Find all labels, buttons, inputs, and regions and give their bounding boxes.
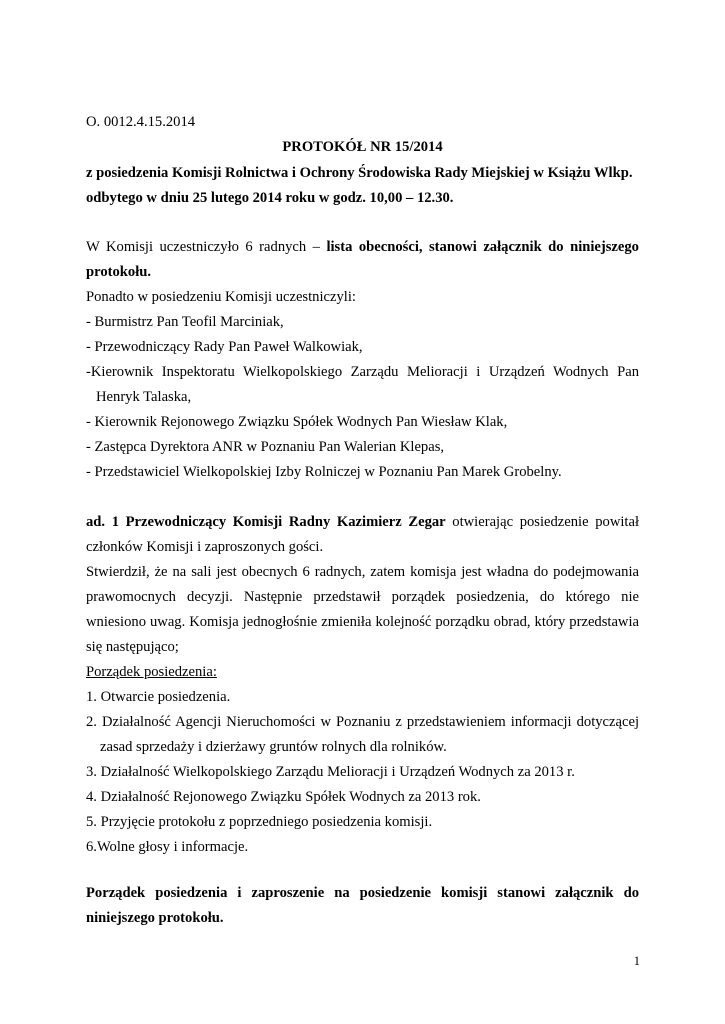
paragraph-line: się następująco;	[86, 639, 179, 655]
participant-item: - Przedstawiciel Wielkopolskiej Izby Rolniczej w Poznaniu Pan Marek Grobelny.	[86, 464, 562, 480]
closing-line: Porządek posiedzenia i zaproszenie na posiedzenie komisji stanowi załącznik do	[86, 885, 639, 901]
doc-subtitle-2: odbytego w dniu 25 lutego 2014 roku w godz. 10,00 – 12.30.	[86, 190, 454, 206]
agenda-heading-text: Porządek posiedzenia:	[86, 664, 217, 680]
closing-line: niniejszego protokołu.	[86, 910, 224, 926]
participant-item-cont: Henryk Talaska,	[96, 389, 192, 405]
participant-item: - Zastępca Dyrektora ANR w Poznaniu Pan Walerian Klepas,	[86, 439, 445, 455]
agenda-heading	[86, 663, 639, 681]
doc-subtitle-1: z posiedzenia Komisji Rolnictwa i Ochrony Środowiska Rady Miejskiej w Książu Wlkp.	[86, 165, 633, 181]
participants-intro: Ponadto w posiedzeniu Komisji uczestniczyli:	[86, 289, 356, 305]
doc-title: PROTOKÓŁ NR 15/2014	[282, 139, 443, 155]
doc-number: O. 0012.4.15.2014	[86, 114, 196, 130]
ad1-rest: otwierając posiedzenie powitał	[445, 514, 639, 530]
ad1-cont: członków Komisji i zaproszonych gości.	[86, 539, 324, 555]
participant-item: - Przewodniczący Rady Pan Paweł Walkowiak,	[86, 339, 363, 355]
attendance-bold: lista obecności, stanowi załącznik do niniejszego	[326, 239, 639, 255]
ad1-line	[86, 513, 639, 531]
participant-item: - Burmistrz Pan Teofil Marciniak,	[86, 314, 284, 330]
attendance-cont: protokołu.	[86, 264, 152, 280]
paragraph-line: wniesiono uwag. Komisja jednogłośnie zmieniła kolejność porządku obrad, który przedstawia	[86, 614, 639, 630]
agenda-item: 6.Wolne głosy i informacje.	[86, 839, 249, 855]
agenda-item-cont: zasad sprzedaży i dzierżawy gruntów rolnych dla rolników.	[100, 739, 447, 755]
paragraph-line: prawomocnych decyzji. Następnie przedstawił porządek posiedzenia, do którego nie	[86, 589, 639, 605]
participant-item: - Kierownik Rejonowego Związku Spółek Wodnych Pan Wiesław Klak,	[86, 414, 508, 430]
agenda-item: 3. Działalność Wielkopolskiego Zarządu Melioracji i Urządzeń Wodnych za 2013 r.	[86, 764, 575, 780]
page-number: 1	[633, 954, 640, 968]
paragraph-line: Stwierdził, że na sali jest obecnych 6 radnych, zatem komisja jest władna do podejmowania	[86, 564, 639, 580]
attendance-line	[86, 238, 639, 256]
attendance-lead: W Komisji uczestniczyło 6 radnych –	[86, 239, 320, 255]
agenda-item: 5. Przyjęcie protokołu z poprzedniego posiedzenia komisji.	[86, 814, 433, 830]
agenda-item: 4. Działalność Rejonowego Związku Spółek Wodnych za 2013 rok.	[86, 789, 481, 805]
agenda-item: 2. Działalność Agencji Nieruchomości w Poznaniu z przedstawieniem informacji dotyczącej	[86, 714, 639, 730]
ad1-bold: ad. 1 Przewodniczący Komisji Radny Kazimierz Zegar	[86, 514, 446, 530]
participant-item: -Kierownik Inspektoratu Wielkopolskiego Zarządu Melioracji i Urządzeń Wodnych Pan	[86, 364, 639, 380]
agenda-item: 1. Otwarcie posiedzenia.	[86, 689, 231, 705]
